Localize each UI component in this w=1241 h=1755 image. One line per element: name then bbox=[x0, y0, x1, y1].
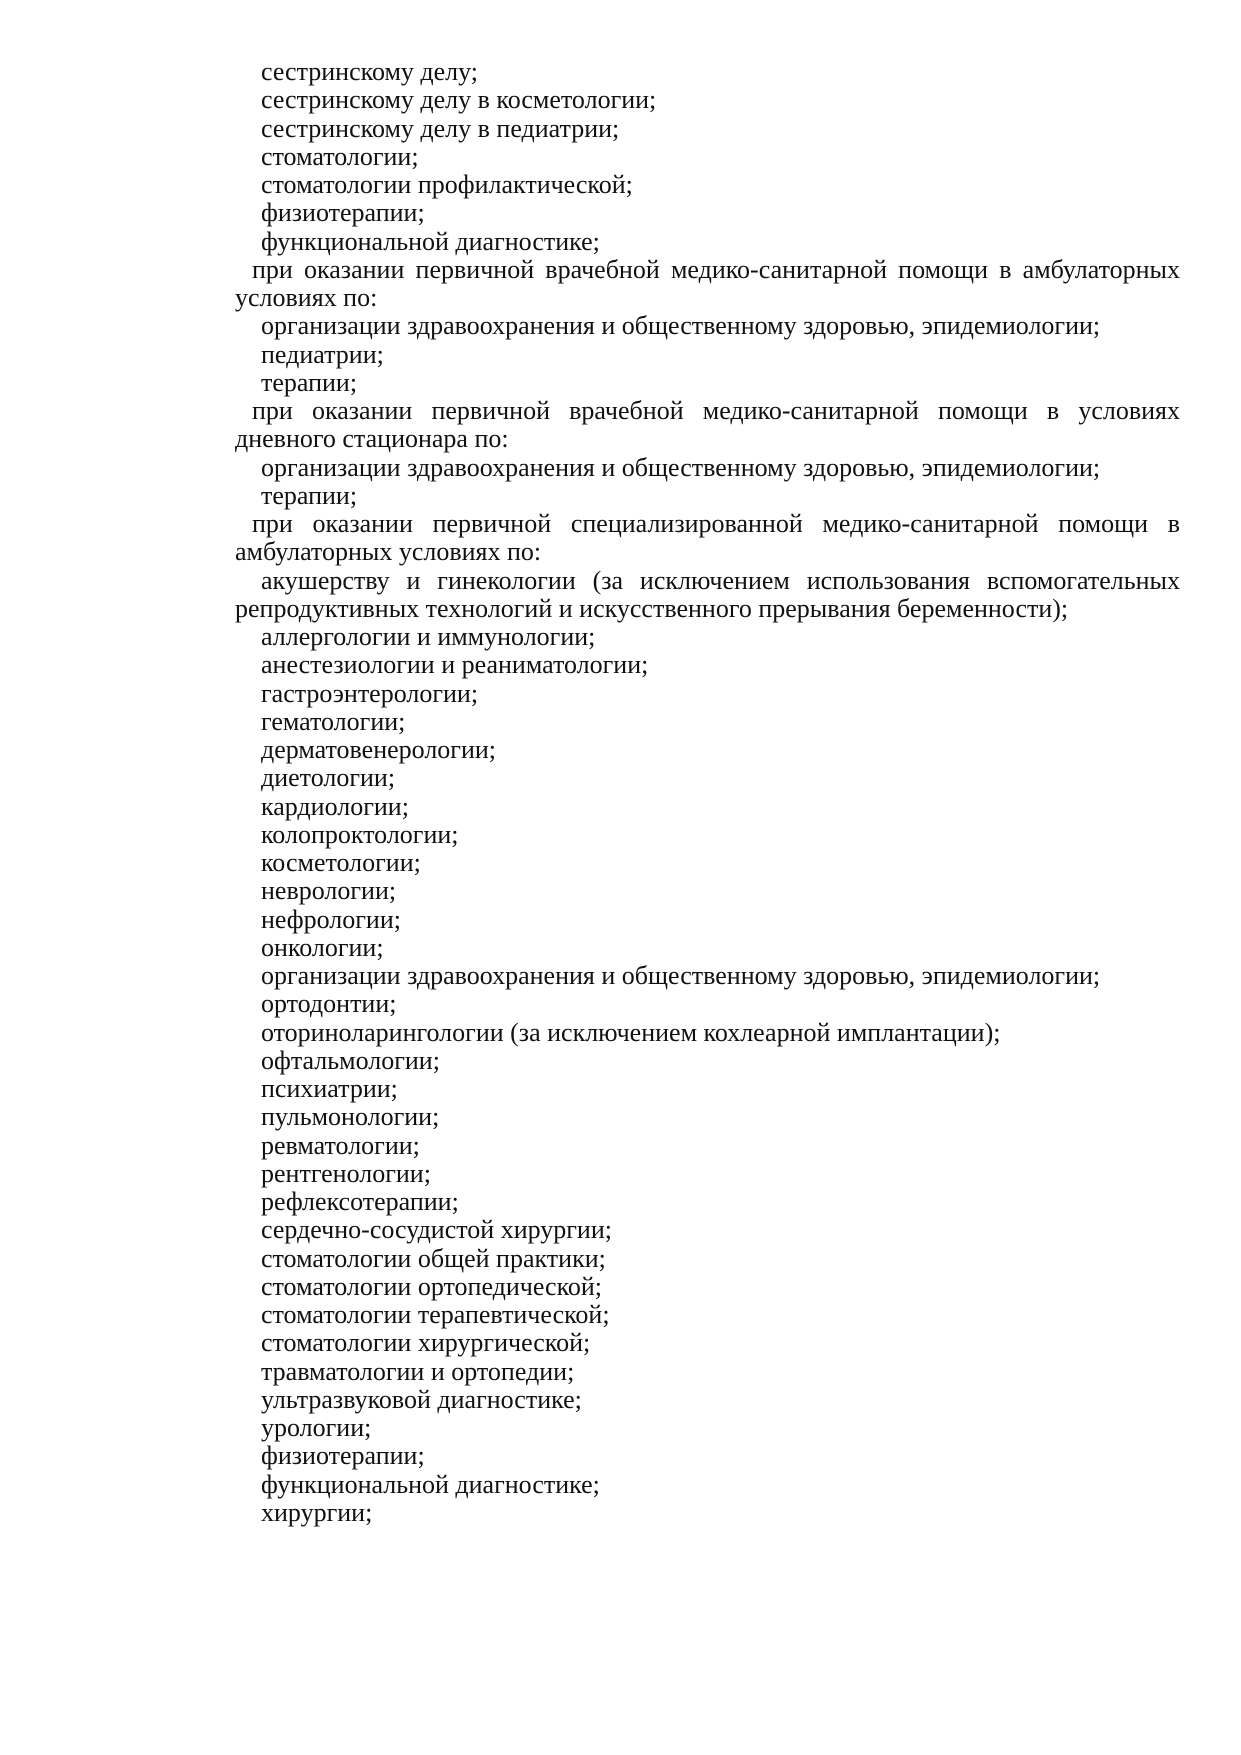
list-item: организации здравоохранения и общественному здоровью, эпидемиологии; bbox=[261, 452, 1101, 482]
list-item: функциональной диагностике; bbox=[261, 1469, 600, 1499]
list-item: пульмонологии; bbox=[261, 1102, 440, 1132]
list-item: стоматологии хирургической; bbox=[261, 1328, 591, 1358]
list-item: урологии; bbox=[261, 1413, 372, 1442]
list-item: сестринскому делу; bbox=[261, 57, 479, 86]
list-item: рентгенологии; bbox=[261, 1158, 431, 1188]
list-item: организации здравоохранения и общественному здоровью, эпидемиологии; bbox=[261, 311, 1101, 341]
list-item: хирургии; bbox=[261, 1497, 373, 1527]
list-item: организации здравоохранения и общественному здоровью, эпидемиологии; bbox=[261, 961, 1101, 990]
list-item: дерматовенерологии; bbox=[261, 735, 497, 764]
list-item: ортодонтии; bbox=[261, 989, 397, 1019]
list-item: сестринскому делу в педиатрии; bbox=[261, 113, 620, 143]
section-heading: при оказании первичной специализированной медико-санитарной помощи в амбулаторных условиях по: bbox=[235, 509, 1180, 567]
list-item: стоматологии терапевтической; bbox=[261, 1300, 610, 1329]
list-item: стоматологии ортопедической; bbox=[261, 1271, 603, 1301]
list-item: колопроктологии; bbox=[261, 819, 459, 849]
list-item: акушерству и гинекологии (за исключением использования вспомогательных репродуктивных технологий и искусственного прерывания беременности); bbox=[235, 565, 1180, 623]
list-item: ревматологии; bbox=[261, 1130, 420, 1160]
list-item: кардиологии; bbox=[261, 791, 409, 821]
list-item: педиатрии; bbox=[261, 339, 384, 369]
list-item: стоматологии; bbox=[261, 141, 419, 171]
list-item: терапии; bbox=[261, 480, 358, 510]
list-item: рефлексотерапии; bbox=[261, 1187, 459, 1216]
list-item: психиатрии; bbox=[261, 1074, 398, 1103]
list-item: неврологии; bbox=[261, 876, 397, 906]
section-heading: при оказании первичной врачебной медико-санитарной помощи в условиях дневного стационара по: bbox=[235, 396, 1180, 454]
list-item: стоматологии профилактической; bbox=[261, 170, 633, 199]
list-item: диетологии; bbox=[261, 763, 396, 793]
list-item: сестринскому делу в косметологии; bbox=[261, 85, 657, 115]
list-item: терапии; bbox=[261, 367, 358, 397]
list-item: оториноларингологии (за исключением кохлеарной имплантации); bbox=[261, 1017, 1001, 1047]
list-item: ультразвуковой диагностике; bbox=[261, 1384, 582, 1414]
list-item: косметологии; bbox=[261, 848, 421, 877]
list-item: травматологии и ортопедии; bbox=[261, 1356, 575, 1386]
list-item: нефрологии; bbox=[261, 904, 401, 934]
list-item: стоматологии общей практики; bbox=[261, 1243, 606, 1273]
list-item: аллергологии и иммунологии; bbox=[261, 622, 596, 651]
list-item: гематологии; bbox=[261, 706, 406, 736]
document-page bbox=[235, 58, 1180, 1527]
list-item: физиотерапии; bbox=[261, 1441, 425, 1471]
list-item: гастроэнтерологии; bbox=[261, 678, 479, 708]
list-item: функциональной диагностике; bbox=[261, 226, 600, 256]
list-item: онкологии; bbox=[261, 932, 384, 962]
list-item: сердечно-сосудистой хирургии; bbox=[261, 1215, 612, 1245]
list-item: физиотерапии; bbox=[261, 198, 425, 228]
list-item: анестезиологии и реаниматологии; bbox=[261, 650, 649, 680]
list-item: офтальмологии; bbox=[261, 1045, 440, 1075]
section-heading: при оказании первичной врачебной медико-санитарной помощи в амбулаторных условиях по: bbox=[235, 254, 1180, 312]
